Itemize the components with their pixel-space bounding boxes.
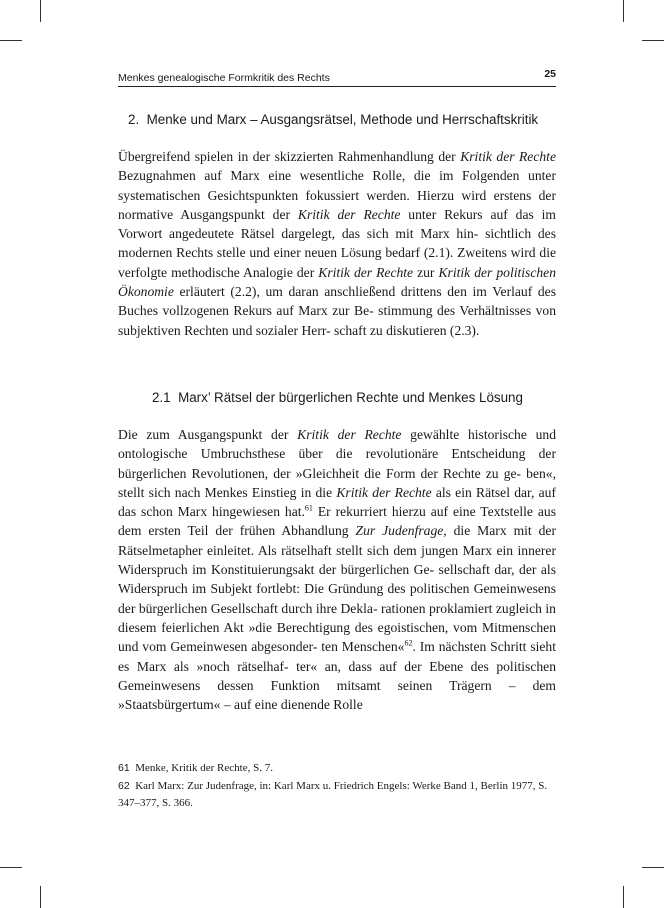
italic-title: Kritik der Rechte	[460, 149, 556, 164]
text-run: zur	[413, 264, 439, 280]
crop-mark-top-left-h	[0, 40, 22, 41]
crop-mark-bottom-left-h	[0, 867, 22, 868]
footnote-ref-61[interactable]: 61	[304, 503, 313, 513]
subsection-title: Marx’ Rätsel der bürgerlichen Rechte und Menkes Lösung	[178, 390, 523, 405]
text-run: ter« an, dass auf der Ebene des politischen Gemeinwesens dessen Funktion mitsamt seinen Trägern – dem »Staatsbürgertum« – auf eine dienende Rolle	[118, 658, 556, 713]
crop-mark-top-right-h	[642, 40, 664, 41]
subsection-number: 2.1	[152, 390, 171, 405]
italic-title: Kritik der Rechte	[297, 206, 401, 222]
crop-mark-top-left	[40, 0, 41, 22]
main-paragraph	[118, 425, 556, 714]
text-run: als ein Rätsel dar, auf das schon Marx hingewiesen hat.	[118, 484, 557, 520]
subsection-heading	[152, 390, 523, 405]
text-run: sichtlich des modernen Rechts stelle und einer neuen Lösung bedarf (2.1). Zweitens wird die verfolgte methodische Analogie der	[118, 226, 556, 280]
footnote-62	[118, 778, 556, 813]
running-title: Menkes genealogische Formkritik des Rechts	[118, 72, 330, 84]
text-run: unter Rekurs auf das im Vorwort angedeutete Rätsel dargelegt, das sich mit Marx hin-	[118, 206, 557, 242]
crop-mark-bottom-left	[40, 886, 41, 908]
text-run: . Im nächsten Schritt sieht es Marx als »noch rätselhaf-	[118, 639, 556, 674]
text-run: gewählte historische und ontologische Umbruchsthese über die revolutionäre Entscheidung der bürgerlichen Revolutionen, der »Gleichheit die Form der Rechte zu ge-	[118, 427, 556, 481]
text-run: erläutert (2.2), um daran anschließend drittens den im Verlauf des Buches vollzogenen Rekurs auf Marx zur Be-	[118, 284, 556, 319]
footnotes	[118, 760, 556, 813]
running-header	[118, 66, 556, 86]
section-number: 2.	[128, 112, 140, 127]
text-run: Bezugnahmen auf Marx eine wesentliche Rolle, die im Folgenden unter systematischen Gesichtspunkten fokussiert werden. Hierzu wird erstens der normative Ausgangspunkt der	[118, 168, 556, 222]
footnote-number: 62	[118, 779, 130, 792]
footnote-number: 61	[118, 762, 130, 774]
footnote-61	[118, 760, 556, 778]
text-run: ben«, stellt sich nach Menkes Einstieg in die	[118, 465, 556, 500]
italic-title: Kritik der Rechte	[336, 484, 432, 500]
italic-title: Kritik der politischen Ökonomie	[118, 264, 556, 300]
text-run: rationen proklamiert zugleich in diesem feierlichen Akt »die Berechtigung des egoistischen, vom Mitmenschen und vom Gemeinwesen abgesonder-	[118, 600, 556, 655]
footnote-ref-62[interactable]: 62	[404, 638, 413, 648]
footnote-text: Menke, Kritik der Rechte, S. 7.	[135, 762, 273, 774]
footnote-text: Karl Marx: Zur Judenfrage, in: Karl Marx u. Friedrich Engels: Werke Band 1, Berlin 1977, S. 347–377, S. 366.	[118, 779, 548, 809]
text-run: , die Marx mit der Rätselmetapher einleitet. Als rätselhaft stellt sich dem jungen Marx ein innerer Widerspruch im Konstituierungsakt der bürgerlichen Ge-	[118, 523, 556, 578]
page-number: 25	[544, 68, 556, 80]
crop-mark-bottom-right	[623, 886, 624, 908]
italic-title: Kritik der Rechte	[318, 264, 414, 280]
crop-mark-bottom-right-h	[642, 867, 664, 868]
text-run: sellschaft dar, der als Widerspruch im Subjekt fortlebt: Die Gründung des politischen Gemeinwesens der bürgerlichen Gesellschaft durch ihre Dekla-	[118, 562, 556, 616]
text-run: Übergreifend spielen in der skizzierten Rahmenhandlung der	[118, 149, 461, 164]
section-title: Menke und Marx – Ausgangsrätsel, Methode und Herrschaftskritik	[146, 112, 539, 127]
text-run: schaft zu diskutieren (2.3).	[334, 322, 480, 338]
italic-title: Kritik der Rechte	[297, 427, 402, 442]
intro-paragraph	[118, 147, 556, 340]
text-run: ten Menschen«	[321, 639, 405, 655]
section-heading	[128, 112, 538, 127]
header-rule	[118, 86, 556, 87]
text-run: stimmung des Verhältnisses von subjektiven Rechten und sozialer Herr-	[118, 303, 556, 338]
italic-title: Zur Judenfrage	[355, 523, 444, 539]
crop-mark-top-right	[623, 0, 624, 22]
text-run: Er rekurriert hierzu auf eine Textstelle aus dem ersten Teil der frühen Abhandlung	[118, 504, 556, 539]
text-run: Die zum Ausgangspunkt der	[118, 427, 298, 442]
